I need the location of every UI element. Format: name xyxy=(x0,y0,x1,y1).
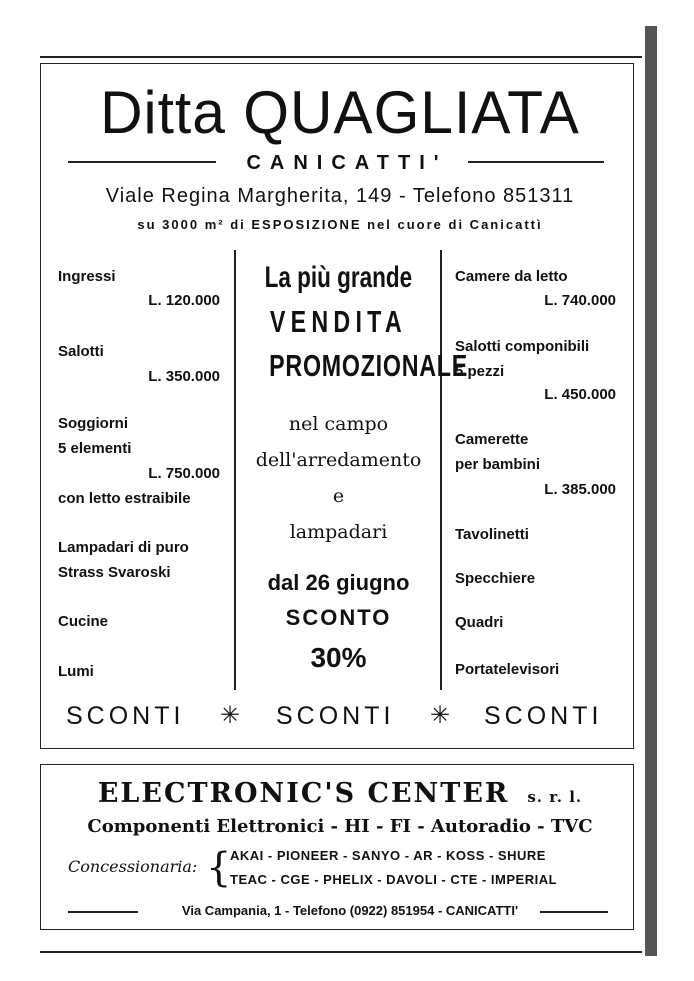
list-item-lampadari: Lampadari di puro xyxy=(58,539,189,556)
headline-la-piu-grande: La più grande xyxy=(264,261,413,294)
list-item-salotti-componibili: Salotti componibili xyxy=(455,338,590,355)
price-salotti: L. 350.000 xyxy=(148,368,220,385)
list-item-lampadari-detail: Strass Svaroski xyxy=(58,564,171,581)
list-item-salotti: Salotti xyxy=(58,343,104,360)
list-item-camerette: Camerette xyxy=(455,431,529,448)
brands-row-2: TEAC - CGE - PHELIX - DAVOLI - CTE - IMPERIAL xyxy=(230,872,558,887)
list-item-salotti-componibili-detail: 5 pezzi xyxy=(455,363,505,380)
company-title: Ditta QUAGLIATA xyxy=(100,79,580,146)
sconti-word-2: SCONTI xyxy=(276,702,395,730)
list-item-tavolinetti: Tavolinetti xyxy=(455,526,529,543)
electronics-subtitle: Componenti Elettronici - HI - FI - Autoradio - TVC xyxy=(87,816,593,837)
price-salotti-componibili: L. 450.000 xyxy=(544,386,616,403)
asterisk-icon: ✳ xyxy=(220,702,241,729)
electronics-address: Via Campania, 1 - Telefono (0922) 851954 - CANICATTI' xyxy=(181,903,519,918)
city-name: CANICATTI' xyxy=(246,152,448,174)
sconti-word-3: SCONTI xyxy=(484,702,603,730)
list-item-specchiere: Specchiere xyxy=(455,570,536,587)
brace-icon: { xyxy=(206,845,232,891)
list-item-cucine: Cucine xyxy=(58,613,109,630)
concessionaria-label: Concessionaria: xyxy=(68,857,198,876)
headline-promozionale: PROMOZIONALE xyxy=(269,348,469,383)
sconti-word-1: SCONTI xyxy=(66,702,185,730)
list-item-camerette-detail: per bambini xyxy=(455,456,541,473)
sale-date: dal 26 giugno xyxy=(267,570,410,595)
city-rule-right xyxy=(468,161,604,163)
price-camerette: L. 385.000 xyxy=(544,481,616,498)
electronics-center-name: ELECTRONIC'S CENTER xyxy=(97,778,510,809)
address-rule-right xyxy=(540,911,608,913)
bottom-rule xyxy=(40,951,642,953)
headline-vendita: VENDITA xyxy=(269,304,408,339)
exposition-line: su 3000 m² di ESPOSIZIONE nel cuore di Canicattì xyxy=(137,217,543,232)
discount-value: 30% xyxy=(310,642,367,673)
list-item-quadri: Quadri xyxy=(455,614,504,631)
list-item-portatelevisori: Portatelevisori xyxy=(455,661,560,678)
text-arredamento: dell'arredamento xyxy=(255,449,422,471)
address-rule-left xyxy=(68,911,138,913)
text-nel-campo: nel campo xyxy=(288,413,389,435)
store-address: Viale Regina Margherita, 149 - Telefono 851311 xyxy=(105,185,575,207)
list-item-soggiorni: Soggiorni xyxy=(58,415,128,432)
text-lampadari: lampadari xyxy=(289,521,388,543)
text-e: e xyxy=(332,485,345,507)
list-item-camere: Camere da letto xyxy=(455,268,568,285)
company-suffix: s. r. l. xyxy=(527,788,583,806)
brands-row-1: AKAI - PIONEER - SANYO - AR - KOSS - SHURE xyxy=(230,848,546,863)
price-ingressi: L. 120.000 xyxy=(148,292,220,309)
top-rule xyxy=(40,56,642,58)
electronics-center-title xyxy=(40,778,640,813)
list-item-lumi: Lumi xyxy=(58,663,94,680)
asterisk-icon: ✳ xyxy=(430,702,451,729)
price-soggiorni: L. 750.000 xyxy=(148,465,220,482)
price-camere: L. 740.000 xyxy=(544,292,616,309)
list-item-ingressi: Ingressi xyxy=(58,268,116,285)
list-item-soggiorni-detail: 5 elementi xyxy=(58,440,132,457)
discount-label: SCONTO xyxy=(285,605,392,630)
soggiorni-note: con letto estraibile xyxy=(58,490,191,507)
